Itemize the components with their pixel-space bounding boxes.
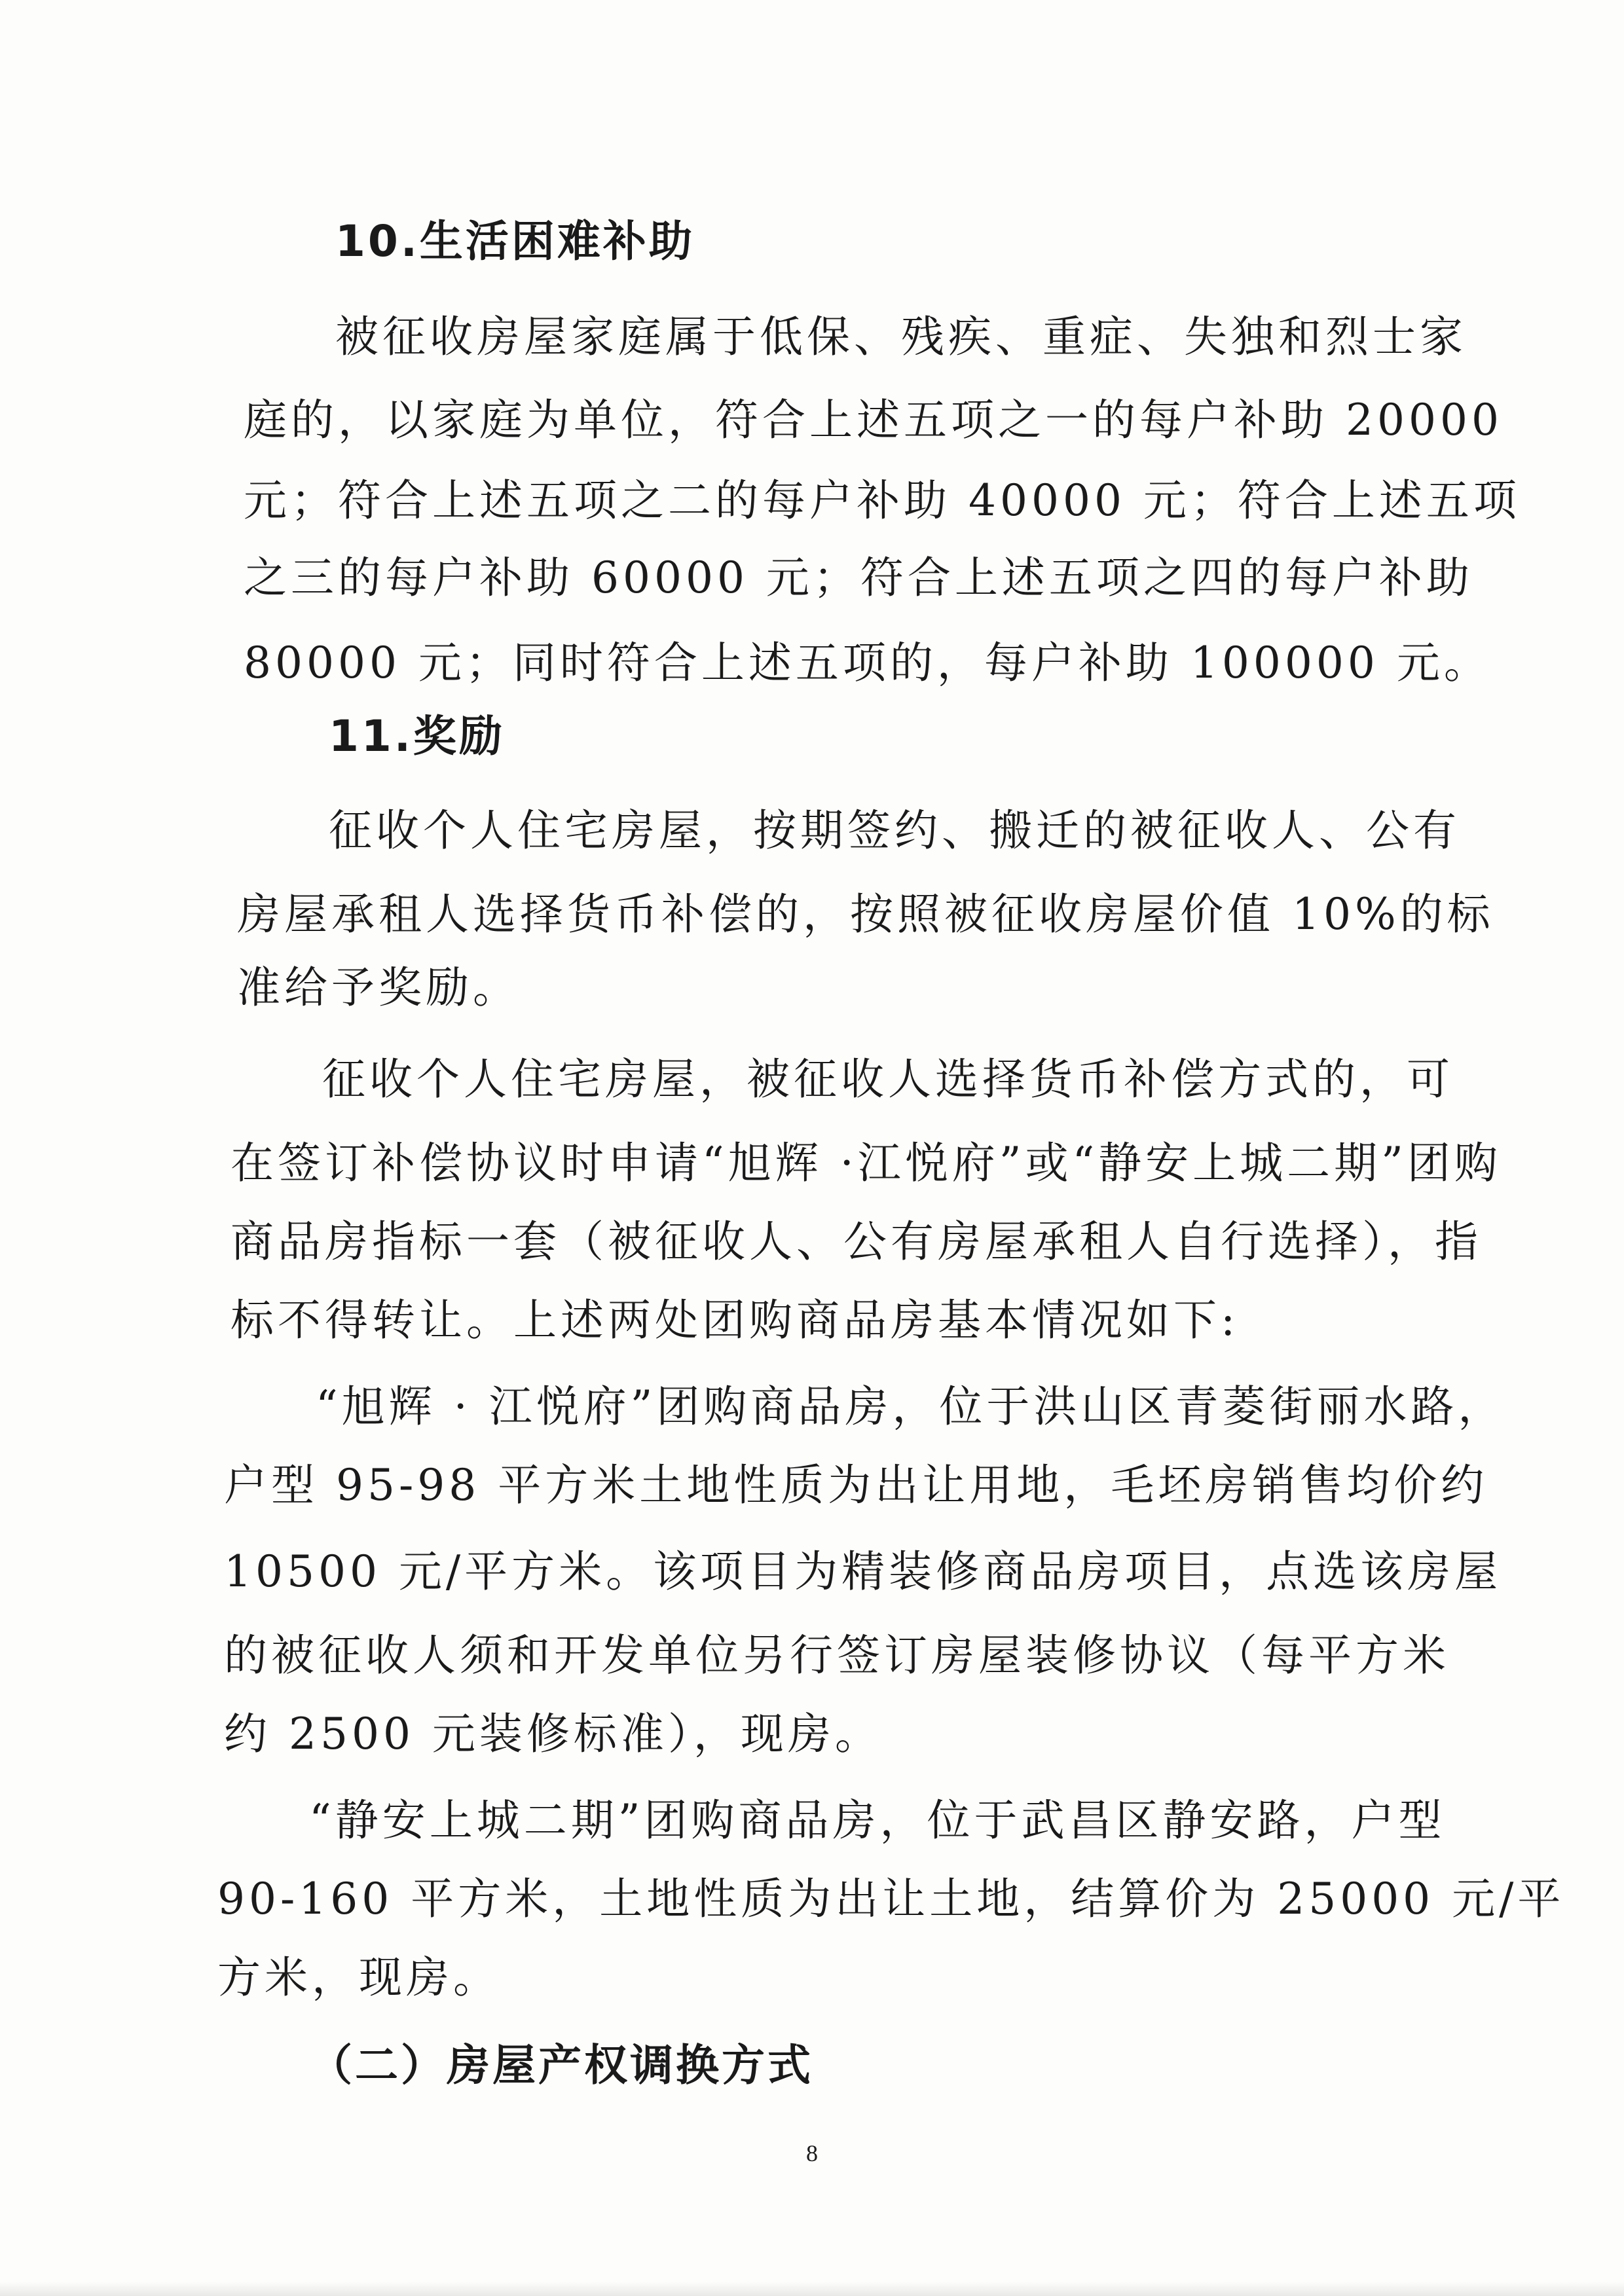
scan-bottom-edge — [0, 2282, 1624, 2296]
section-heading-property-exchange: （二）房屋产权调换方式 — [309, 2040, 813, 2090]
paragraph-line: 户型 95-98 平方米土地性质为出让用地，毛坯房销售均价约 — [224, 1460, 1488, 1510]
paragraph-line: 的被征收人须和开发单位另行签订房屋装修协议（每平方米 — [224, 1630, 1450, 1681]
paragraph-line: 征收个人住宅房屋，被征收人选择货币补偿方式的，可 — [322, 1054, 1454, 1104]
paragraph-line: 在签订补偿协议时申请“旭辉 ·江悦府”或“静安上城二期”团购 — [231, 1138, 1502, 1188]
paragraph-line: 被征收房屋家庭属于低保、残疾、重症、失独和烈士家 — [335, 312, 1467, 362]
paragraph-line: “静安上城二期”团购商品房，位于武昌区静安路，户型 — [309, 1795, 1446, 1846]
paragraph-line: 元；符合上述五项之二的每户补助 40000 元；符合上述五项 — [244, 475, 1521, 526]
paragraph-line: 10500 元/平方米。该项目为精装修商品房项目，点选该房屋 — [224, 1546, 1502, 1597]
section-heading-reward: 11.奖励 — [329, 711, 505, 761]
paragraph-line: 庭的，以家庭为单位，符合上述五项之一的每户补助 20000 — [244, 395, 1503, 445]
paragraph-line: 房屋承租人选择货币补偿的，按照被征收房屋价值 10%的标 — [237, 889, 1494, 939]
paragraph-line: 准给予奖励。 — [237, 962, 520, 1013]
paragraph-line: 标不得转让。上述两处团购商品房基本情况如下: — [231, 1295, 1240, 1345]
paragraph-line: 征收个人住宅房屋，按期签约、搬迁的被征收人、公有 — [329, 805, 1460, 856]
paragraph-line: 方米，现房。 — [217, 1952, 500, 2003]
paragraph-line: 约 2500 元装修标准），现房。 — [224, 1709, 882, 1759]
paragraph-line: “旭辉 · 江悦府”团购商品房，位于洪山区青菱街丽水路， — [316, 1381, 1505, 1432]
paragraph-line: 80000 元；同时符合上述五项的，每户补助 100000 元。 — [244, 638, 1491, 688]
section-heading-living-difficulty-subsidy: 10.生活困难补助 — [335, 216, 695, 266]
paragraph-line: 90-160 平方米，土地性质为出让土地，结算价为 25000 元/平 — [217, 1874, 1565, 1924]
page-number: 8 — [806, 2140, 818, 2166]
paragraph-line: 之三的每户补助 60000 元；符合上述五项之四的每户补助 — [244, 553, 1473, 603]
paragraph-line: 商品房指标一套（被征收人、公有房屋承租人自行选择），指 — [231, 1216, 1482, 1267]
